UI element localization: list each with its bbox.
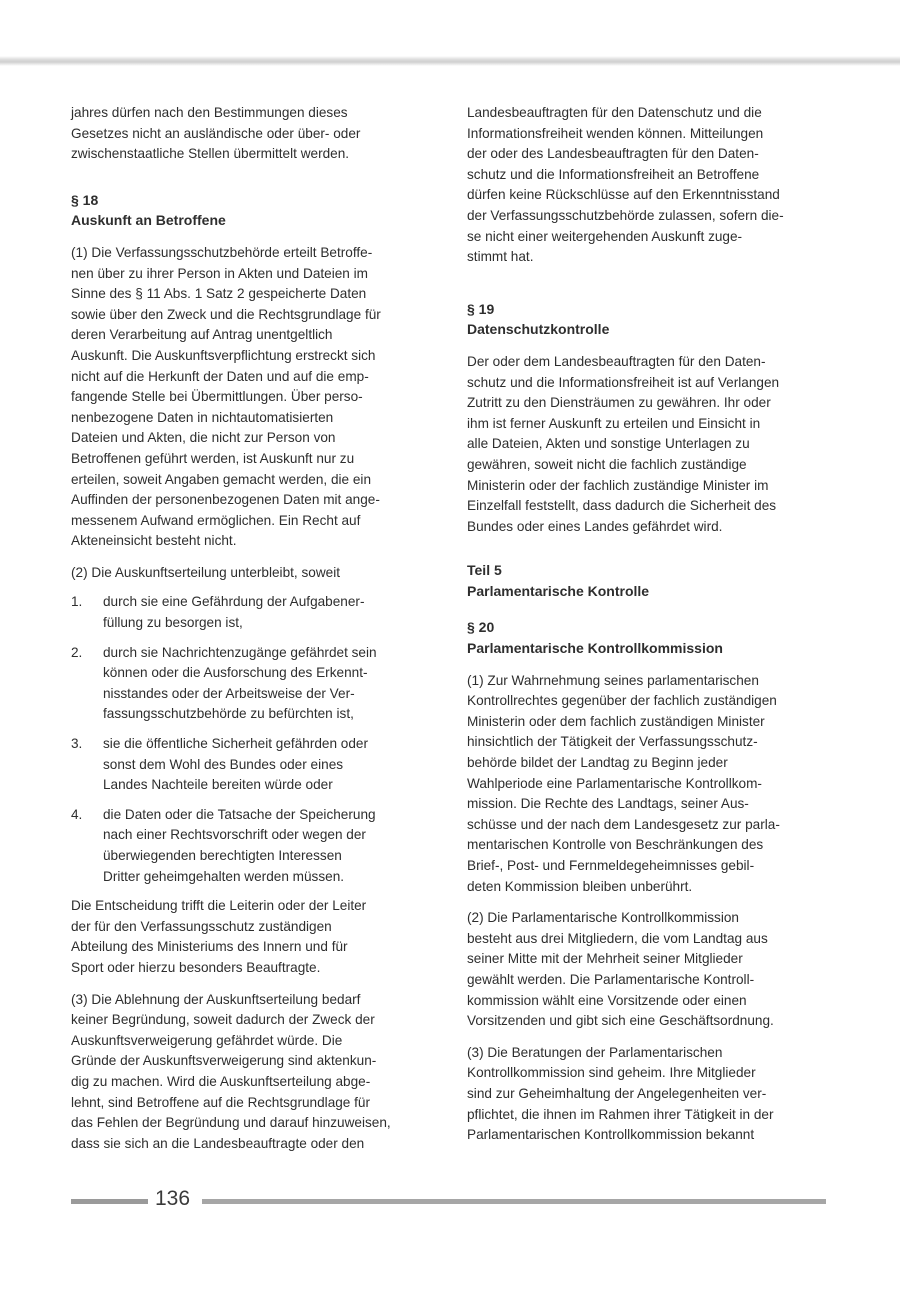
text-line: füllung zu besorgen ist, [103, 615, 243, 631]
part-5-title: Parlamentarische Kontrolle [467, 582, 650, 599]
text-line: (2) Die Parlamentarische Kontrollkommission [467, 910, 739, 926]
text-line: nisstandes oder der Arbeitsweise der Ver- [103, 685, 355, 701]
list-item-number: 3. [71, 736, 83, 752]
text-line: Vorsitzenden und gibt sich eine Geschäftsordnung. [467, 1013, 774, 1029]
footer-rule-left [71, 1199, 148, 1204]
s19-paragraph [467, 352, 837, 537]
text-line: Ministerin oder der fachlich zuständige Minister im [467, 477, 769, 493]
text-line: der oder des Landesbeauftragten für den Daten- [467, 146, 759, 162]
text-line: Betroffenen geführt werden, ist Auskunft nur zu [71, 450, 355, 466]
text-line: (3) Die Ablehnung der Auskunftserteilung bedarf [71, 991, 361, 1007]
text-line: Gründe der Auskunftsverweigerung sind aktenkun- [71, 1053, 377, 1069]
text-line: mentarischen Kontrolle von Beschränkungen des [467, 837, 764, 853]
text-line: sowie über den Zweck und die Rechtsgrundlage für [71, 306, 381, 322]
part-5-label: Teil 5 [467, 562, 502, 579]
text-line: Wahlperiode eine Parlamentarische Kontrollkom- [467, 775, 762, 791]
text-line: dürfen keine Rückschlüsse auf den Erkenntnisstand [467, 187, 780, 203]
text-line: (1) Zur Wahrnehmung seines parlamentarischen [467, 672, 759, 688]
text-line: der für den Verfassungsschutz zuständigen [71, 918, 332, 934]
text-line: fassungsschutzbehörde zu befürchten ist, [103, 706, 354, 722]
text-line: nen über zu ihrer Person in Akten und Dateien im [71, 265, 368, 281]
text-line: Kontrollkommission sind geheim. Ihre Mitglieder [467, 1065, 756, 1081]
s18-paragraph-3 [71, 990, 437, 1155]
list-item [71, 805, 437, 887]
text-line: Auffinden der personenbezogenen Daten mit ange- [71, 492, 380, 508]
text-line: zwischenstaatliche Stellen übermittelt werden. [71, 146, 350, 162]
section-18-number: § 18 [71, 191, 99, 208]
text-line: Dritter geheimgehalten werden müssen. [103, 868, 345, 884]
footer-rule-right [202, 1199, 826, 1204]
text-line: (3) Die Beratungen der Parlamentarischen [467, 1044, 723, 1060]
s18-paragraph-2-intro: (2) Die Auskunftserteilung unterbleibt, soweit [71, 564, 340, 580]
list-item [71, 734, 437, 796]
text-line: gewähren, soweit nicht die fachlich zuständige [467, 456, 747, 472]
text-line: sie die öffentliche Sicherheit gefährden oder [103, 736, 369, 752]
s20-paragraph-2 [467, 908, 837, 1032]
text-line: fangende Stelle bei Übermittlungen. Über perso- [71, 389, 363, 405]
text-line: kommission wählt eine Vorsitzende oder einen [467, 992, 747, 1008]
text-line: überwiegenden berechtigten Interessen [103, 848, 342, 863]
text-line: Gesetzes nicht an ausländische oder über- oder [71, 125, 361, 141]
text-line: nenbezogene Daten in nichtautomatisierten [71, 409, 334, 425]
text-line: se nicht einer weitergehenden Auskunft zuge- [467, 228, 743, 244]
text-line: Einzelfall feststellt, dass dadurch die Sicherheit des [467, 498, 777, 514]
text-line: Akteneinsicht besteht nicht. [71, 533, 237, 549]
list-item-number: 1. [71, 594, 83, 610]
text-line: durch sie eine Gefährdung der Aufgabener- [103, 594, 365, 610]
text-line: können oder die Ausforschung des Erkennt- [103, 665, 368, 681]
right-column [467, 103, 837, 1157]
list-item [71, 592, 437, 633]
text-line: messenem Aufwand ermöglichen. Ein Recht auf [71, 512, 361, 528]
section-19-number: § 19 [467, 300, 495, 317]
text-line: Auskunft. Die Auskunftsverpflichtung erstreckt sich [71, 347, 376, 363]
text-line: der Verfassungsschutzbehörde zulassen, sofern die- [467, 207, 784, 223]
text-line: behörde bildet der Landtag zu Beginn jeder [467, 755, 728, 771]
intro-paragraph [71, 103, 437, 165]
text-line: Landes Nachteile bereiten würde oder [103, 777, 333, 793]
text-line: deren Verarbeitung auf Antrag unentgeltlich [71, 327, 333, 343]
text-line: Abteilung des Ministeriums des Innern und für [71, 939, 348, 955]
text-line: mission. Die Rechte des Landtags, seiner Aus- [467, 796, 749, 812]
text-line: jahres dürfen nach den Bestimmungen dieses [71, 105, 348, 120]
text-line: sonst dem Wohl des Bundes oder eines [103, 756, 344, 772]
section-18-title: Auskunft an Betroffene [71, 212, 226, 229]
text-line: nicht auf die Herkunft der Daten und auf die emp- [71, 368, 369, 384]
text-line: keiner Begründung, soweit dadurch der Zweck der [71, 1012, 375, 1028]
text-line: Bundes oder eines Landes gefährdet wird. [467, 518, 723, 534]
text-line: deten Kommission bleiben unberührt. [467, 878, 693, 894]
s18-continuation-paragraph [467, 103, 837, 268]
text-line: lehnt, sind Betroffene auf die Rechtsgrundlage für [71, 1094, 371, 1110]
text-line: Sinne des § 11 Abs. 1 Satz 2 gespeicherte Daten [71, 286, 367, 302]
text-line: seiner Mitte mit der Mehrheit seiner Mitglieder [467, 951, 743, 967]
text-line: Sport oder hierzu besonders Beauftragte. [71, 959, 321, 975]
top-page-rule [0, 56, 900, 66]
section-19-title: Datenschutzkontrolle [467, 321, 610, 338]
text-line: hinsichtlich der Tätigkeit der Verfassungsschutz- [467, 734, 758, 750]
text-line: Brief-, Post- und Fernmeldegeheimnisses gebil- [467, 858, 755, 873]
text-line: die Daten oder die Tatsache der Speicherung [103, 806, 376, 822]
page-number: 136 [155, 1187, 191, 1210]
text-line: Dateien und Akten, die nicht zur Person von [71, 430, 336, 446]
text-line: Landesbeauftragten für den Datenschutz und die [467, 105, 762, 120]
text-line: schutz und die Informationsfreiheit ist auf Verlangen [467, 374, 780, 390]
text-line: Zutritt zu den Diensträumen zu gewähren. Ihr oder [467, 395, 771, 411]
s20-paragraph-3 [467, 1043, 837, 1146]
text-line: ihm ist ferner Auskunft zu erteilen und Einsicht in [467, 415, 761, 431]
list-item-number: 4. [71, 806, 83, 822]
text-line: schüsse und der nach dem Landesgesetz zur parla- [467, 816, 780, 832]
s18-paragraph-1 [71, 243, 437, 552]
text-line: Parlamentarischen Kontrollkommission bekannt [467, 1127, 755, 1143]
text-line: stimmt hat. [467, 249, 534, 265]
text-line: Der oder dem Landesbeauftragten für den Daten- [467, 353, 766, 369]
text-line: Informationsfreiheit wenden können. Mitteilungen [467, 125, 764, 141]
text-line: Auskunftsverweigerung gefährdet würde. Die [71, 1032, 343, 1048]
list-item [71, 643, 437, 725]
s20-paragraph-1 [467, 671, 837, 898]
text-line: pflichtet, die ihnen im Rahmen ihrer Tätigkeit in der [467, 1106, 774, 1122]
s18-decision-paragraph [71, 896, 437, 978]
section-20-title: Parlamentarische Kontrollkommission [467, 640, 723, 657]
text-line: Ministerin oder dem fachlich zuständigen Minister [467, 713, 765, 729]
list-item-number: 2. [71, 644, 83, 660]
text-line: erteilen, soweit Angaben gemacht werden, die ein [71, 471, 372, 487]
text-line: Kontrollrechtes gegenüber der fachlich zuständigen [467, 693, 777, 709]
text-line: besteht aus drei Mitgliedern, die vom Landtag aus [467, 930, 768, 946]
left-column [71, 103, 437, 1165]
text-line: dig zu machen. Wird die Auskunftserteilung abge- [71, 1073, 371, 1089]
text-line: nach einer Rechtsvorschrift oder wegen der [103, 827, 366, 843]
section-20-number: § 20 [467, 619, 495, 636]
text-line: schutz und die Informationsfreiheit an Betroffene [467, 166, 760, 182]
text-line: Die Entscheidung trifft die Leiterin oder der Leiter [71, 898, 367, 914]
text-line: sind zur Geheimhaltung der Angelegenheiten ver- [467, 1085, 767, 1101]
text-line: (1) Die Verfassungsschutzbehörde erteilt Betroffe- [71, 244, 373, 260]
text-line: das Fehlen der Begründung und darauf hinzuweisen, [71, 1115, 391, 1131]
text-line: gewählt werden. Die Parlamentarische Kontroll- [467, 971, 755, 987]
text-line: dass sie sich an die Landesbeauftragte oder den [71, 1135, 365, 1151]
text-line: durch sie Nachrichtenzugänge gefährdet sein [103, 644, 377, 660]
text-line: alle Dateien, Akten und sonstige Unterlagen zu [467, 436, 750, 452]
